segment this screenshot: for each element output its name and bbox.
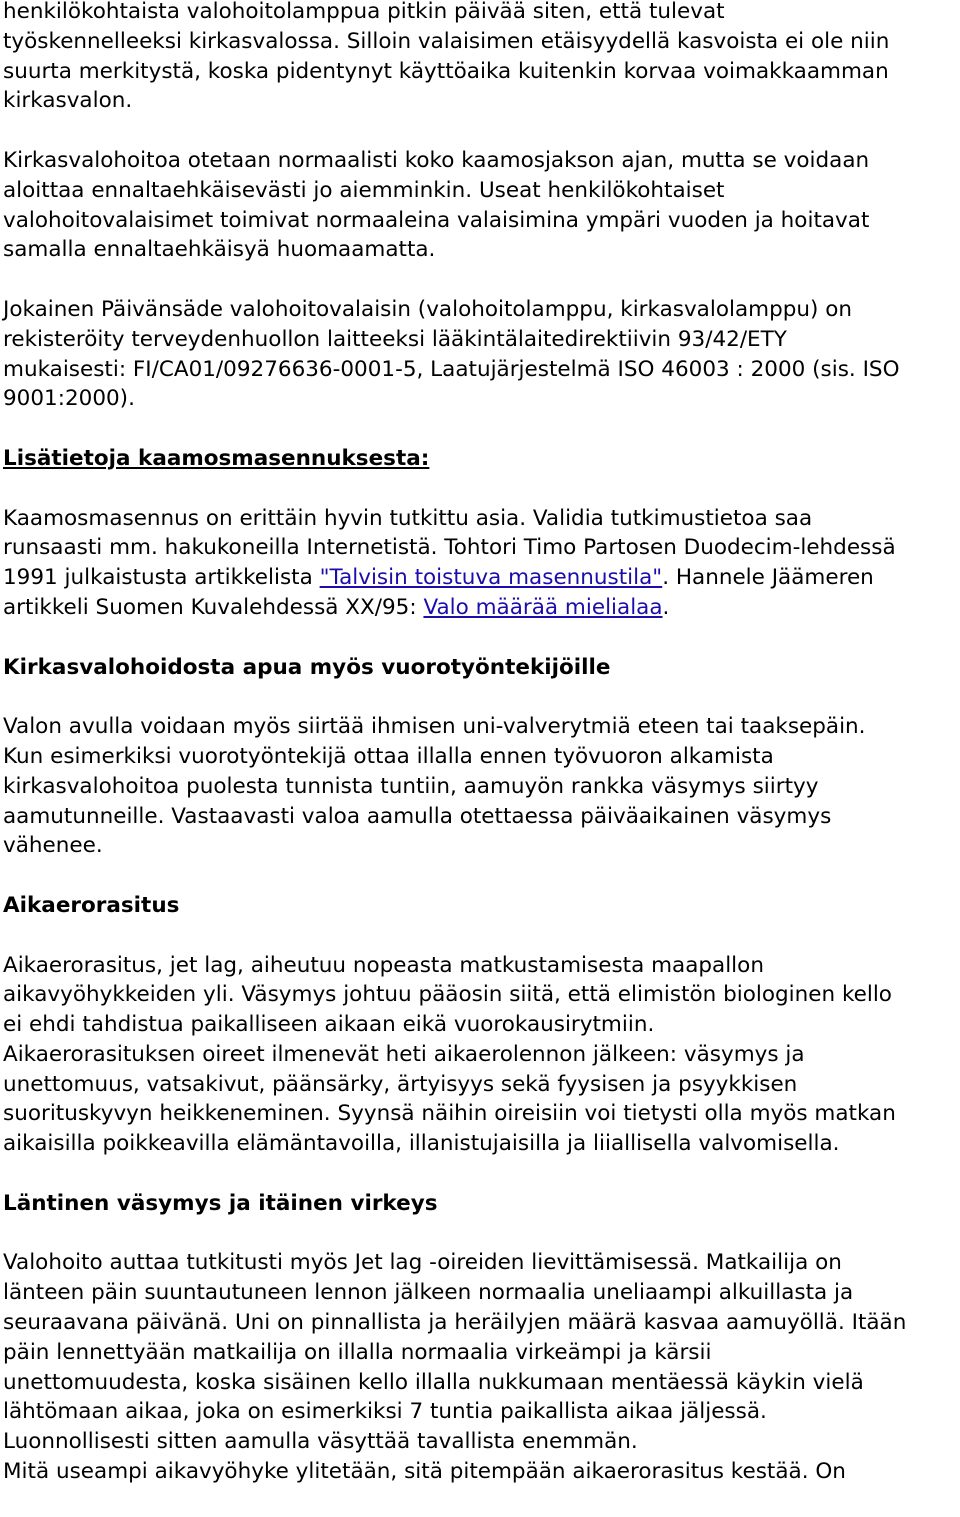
article-link-talvisin[interactable]: "Talvisin toistuva masennustila" [319,565,663,591]
paragraph-west-east [3,1248,959,1486]
section-heading-more-info: Lisätietoja kaamosmasennuksesta: [3,445,430,471]
paragraph-light-use [3,0,959,116]
text-line: Kaamosmasennus on erittäin hyvin tutkittu asia. Validia tutkimustietoa saa [3,505,813,531]
text-line: unettomuus, vatsakivut, päänsärky, ärtyisyys sekä fyysisen ja psyykkisen [3,1071,798,1097]
paragraph-therapy-timing [3,146,959,265]
text-line: työskennelleeksi kirkasvalossa. Silloin valaisimen etäisyydellä kasvoista ei ole niin [3,28,890,54]
paragraph-registration [3,295,959,414]
text-line: Valohoito auttaa tutkitusti myös Jet lag -oireiden lievittämisessä. Matkailija on [3,1250,842,1276]
text-line: päin lennettyään matkailija on illalla normaalia virkeämpi ja kärsii [3,1339,712,1365]
text-line: ei ehdi tahdistua paikalliseen aikaan eikä vuorokausirytmiin. [3,1012,655,1038]
article-page [3,0,959,1517]
text-line: Aikaerorasituksen oireet ilmenevät heti aikaerolennon jälkeen: väsymys ja [3,1041,805,1067]
text-line: Jokainen Päivänsäde valohoitovalaisin (valohoitolamppu, kirkasvalolamppu) on [3,296,852,322]
text-line: Aikaerorasitus, jet lag, aiheutuu nopeasta matkustamisesta maapallon [3,952,764,978]
text-line: aamutunneille. Vastaavasti valoa aamulla otettaessa päiväaikainen väsymys [3,803,832,829]
text-line: lähtömaan aikaa, joka on esimerkiksi 7 tuntia paikallista aikaa jäljessä. [3,1399,767,1425]
text-line: mukaisesti: FI/CA01/09276636-0001-5, Laatujärjestelmä ISO 46003 : 2000 (sis. ISO [3,356,900,382]
text-line: aloittaa ennaltaehkäisevästi jo aiemminkin. Useat henkilökohtaiset [3,177,725,203]
paragraph-shift-workers [3,712,959,861]
text-line: Kun esimerkiksi vuorotyöntekijä ottaa illalla ennen työvuoron alkamista [3,743,774,769]
text-line: suurta merkitystä, koska pidentynyt käyttöaika kuitenkin korvaa voimakkaamman [3,58,889,84]
text-line: seuraavana päivänä. Uni on pinnallista ja heräilyjen määrä kasvaa aamuyöllä. Itään [3,1310,907,1336]
section-heading-west-east: Läntinen väsymys ja itäinen virkeys [3,1190,438,1216]
text-line: henkilökohtaista valohoitolamppua pitkin päivää siten, että tulevat [3,0,725,24]
text-segment: artikkeli Suomen Kuvalehdessä XX/95: [3,594,424,620]
text-line: valohoitovalaisimet toimivat normaaleina valaisimina ympäri vuoden ja hoitavat [3,207,870,233]
text-line: Valon avulla voidaan myös siirtää ihmisen uni-valverytmiä eteen tai taaksepäin. [3,714,866,740]
article-link-valo[interactable]: Valo määrää mielialaa [423,594,663,620]
text-line: vähenee. [3,833,103,859]
text-segment: . Hannele Jäämeren [662,565,874,591]
section-heading-jet-lag: Aikaerorasitus [3,892,180,918]
text-line: unettomuudesta, koska sisäinen kello illalla nukkumaan mentäessä käykin vielä [3,1369,864,1395]
text-line: aikavyöhykkeiden yli. Väsymys johtuu pääosin siitä, että elimistön biologinen kello [3,982,892,1008]
paragraph-winter-depression [3,504,959,623]
text-line: runsaasti mm. hakukoneilla Internetistä. Tohtori Timo Partosen Duodecim-lehdessä [3,535,896,561]
text-line: kirkasvalohoitoa puolesta tunnista tuntiin, aamuyön rankka väsymys siirtyy [3,773,819,799]
text-line: 9001:2000). [3,386,135,412]
paragraph-jet-lag [3,951,959,1160]
text-line [3,563,959,593]
text-line: Mitä useampi aikavyöhyke ylitetään, sitä pitempään aikaerorasitus kestää. On [3,1459,846,1485]
text-line: samalla ennaltaehkäisyä huomaamatta. [3,237,436,263]
text-segment: 1991 julkaistusta artikkelista [3,565,320,591]
text-line [3,593,959,623]
text-line: suorituskyvyn heikkeneminen. Syynsä näihin oireisiin voi tietysti olla myös matkan [3,1101,896,1127]
text-line: Luonnollisesti sitten aamulla väsyttää tavallista enemmän. [3,1429,638,1455]
section-heading-shift-workers: Kirkasvalohoidosta apua myös vuorotyöntekijöille [3,654,611,680]
text-line: rekisteröity terveydenhuollon laitteeksi lääkintälaitedirektiivin 93/42/ETY [3,326,787,352]
text-line: länteen päin suuntautuneen lennon jälkeen normaalia uneliaampi alkuillasta ja [3,1280,854,1306]
text-line: aikaisilla poikkeavilla elämäntavoilla, illanistujaisilla ja liiallisella valvomisella. [3,1131,840,1157]
text-line: Kirkasvalohoitoa otetaan normaalisti koko kaamosjakson ajan, mutta se voidaan [3,147,870,173]
text-segment: . [662,594,670,620]
text-line: kirkasvalon. [3,88,133,114]
